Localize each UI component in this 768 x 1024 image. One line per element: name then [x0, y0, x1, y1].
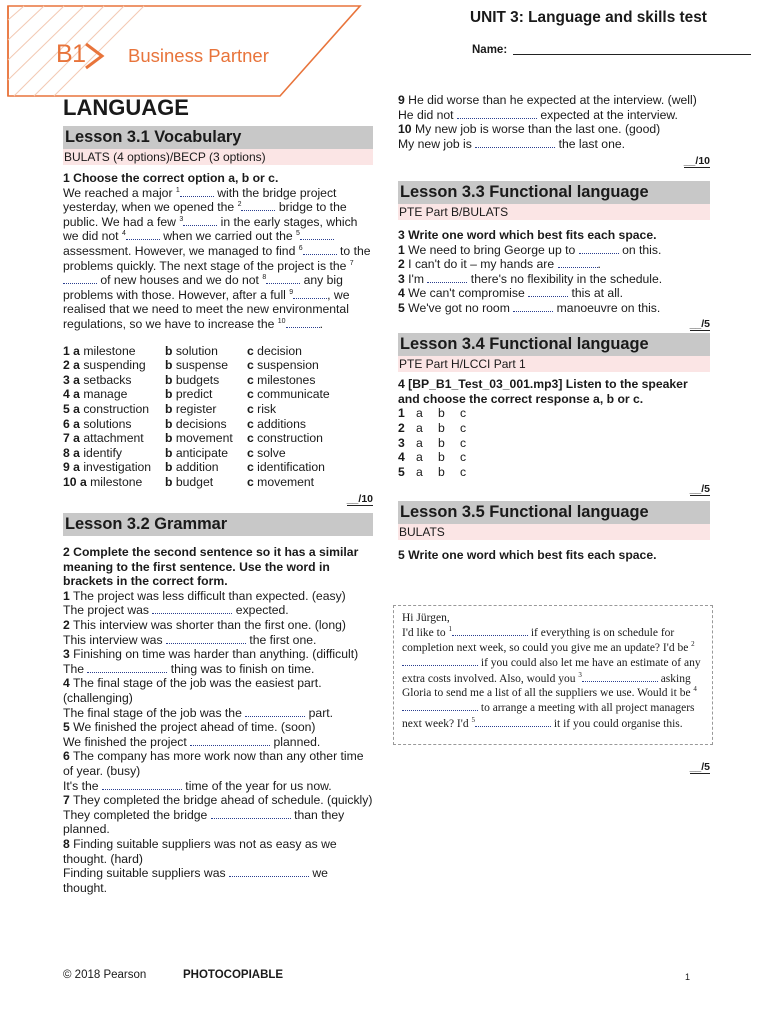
lesson-title: Lesson 3.1 Vocabulary [63, 126, 373, 149]
answer-option[interactable]: b [438, 464, 445, 479]
lesson-subtitle: BULATS [398, 524, 710, 540]
blank[interactable] [211, 808, 291, 819]
blank[interactable] [457, 108, 537, 119]
option-cell[interactable]: c risk [247, 401, 277, 416]
blank[interactable] [452, 625, 528, 636]
answer-option[interactable]: c [460, 420, 467, 435]
section-heading: LANGUAGE [63, 95, 189, 120]
grammar-items-continued: 9 He did worse than he expected at the interview. (well) He did not expected at the interview. 10 My new job is worse than the last one. (good) My new job is the last one. [398, 93, 697, 151]
answer-option[interactable]: a [416, 450, 423, 465]
lesson-subtitle: PTE Part B/BULATS [398, 204, 710, 220]
functional-items: 1 We need to bring George up to on this. 2 I can't do it – my hands are . 3 I'm there's no flexibility in the schedule. 4 We can't compromise this at all. 5 We've got no room manoeuvre on this. [398, 242, 663, 315]
option-cell[interactable]: b solution [165, 343, 218, 358]
option-cell[interactable]: b addition [165, 460, 219, 475]
page-number: 1 [685, 972, 691, 982]
option-cell[interactable]: c movement [247, 474, 315, 489]
blank[interactable] [241, 200, 275, 211]
option-cell[interactable]: b budgets [165, 372, 220, 387]
blank[interactable] [402, 700, 478, 711]
vocab-paragraph: We reached a major $^1$ with the bridge project yesterday, when we opened the $^2$ bridge to the public. We had a few $^3$ in the early stages, which we did not $^4$ when we carried out the $^5$ assessment. However, we managed to find $^6$ to the problems quickly. The next stage of the project is the $^7$ of new houses and we do not $^8$ any big problems with those. However, after a full $^9$ , we realised that we need to meet the new environmental regulations, so we have to increase the $^{10}$ . [63, 185, 371, 331]
lesson-title: Lesson 3.4 Functional language [398, 333, 710, 356]
item-number: 1 [398, 406, 405, 421]
answer-option[interactable]: a [416, 435, 423, 450]
blank[interactable] [427, 272, 467, 283]
option-cell[interactable]: b movement [165, 431, 233, 446]
blank[interactable] [87, 662, 167, 673]
blank[interactable] [180, 186, 214, 197]
score-box: __/10 [683, 155, 710, 168]
answer-option[interactable]: b [438, 420, 445, 435]
blank[interactable] [266, 273, 300, 284]
blank[interactable] [166, 633, 246, 644]
option-cell[interactable]: 8 a identify [63, 445, 122, 460]
question-instruction: 1 Choose the correct option a, b or c. [63, 171, 279, 185]
option-cell[interactable]: 9 a investigation [63, 460, 152, 475]
name-label: Name: [472, 44, 508, 56]
answer-option[interactable]: a [416, 420, 423, 435]
option-cell[interactable]: 3 a setbacks [63, 372, 132, 387]
answer-option[interactable]: c [460, 406, 467, 421]
option-cell[interactable]: 5 a construction [63, 401, 150, 416]
left-column [63, 94, 373, 895]
option-cell[interactable]: b anticipate [165, 445, 229, 460]
option-cell[interactable]: b register [165, 401, 217, 416]
option-cell[interactable]: c construction [247, 431, 323, 446]
option-cell[interactable]: 1 a milestone [63, 343, 136, 358]
option-cell[interactable]: b predict [165, 387, 213, 402]
option-cell[interactable]: c decision [247, 343, 302, 358]
blank[interactable] [513, 301, 553, 312]
photocopiable-label: PHOTOCOPIABLE [183, 969, 284, 981]
blank[interactable] [102, 779, 182, 790]
email-text-box: Hi Jürgen, I'd like to $^1$ if everything is on schedule for completion next week, so could you give me an update? I'd be $^2$ if you could also let me have an estimate of any extra costs involved. Also, would you $^3$ asking Gloria to send me a list of all the suppliers we use. Would it be $^4$ to arrange a meeting with all project managers next week? I'd $^5$ it if you could organise this. [393, 605, 713, 745]
grammar-items: 1 The project was less difficult than expected. (easy) The project was expected. 2 This interview was shorter than the first one. (long) This interview was the first one. 3 Finishing on time was harder than anything. (difficult) The thing was to finish on time. 4 The final stage of the job was the easiest part. (challenging) The final stage of the job was the part. 5 We finished the project ahead of time. (soon) We finished the project planned. 6 The company has more work now than any other time of year. (busy) It's the time of the year for us now. 7 They completed the bridge ahead of schedule. (quickly) They completed the bridge than they planned. 8 Finding suitable suppliers was not as easy as we thought. (hard) Finding suitable suppliers was we thought. [63, 588, 373, 895]
question-instruction: 3 Write one word which best fits each space. [398, 227, 657, 242]
question-instruction: 5 Write one word which best fits each space. [398, 547, 657, 562]
item-number: 4 [398, 450, 405, 465]
answer-option[interactable]: b [438, 406, 445, 421]
blank[interactable] [152, 603, 232, 614]
blank[interactable] [190, 735, 270, 746]
right-column [398, 93, 710, 562]
item-number: 2 [398, 420, 405, 435]
option-cell[interactable]: c suspension [247, 358, 319, 373]
blank[interactable] [183, 215, 217, 226]
item-number: 5 [398, 464, 405, 479]
option-cell[interactable]: 6 a solutions [63, 416, 132, 431]
option-cell[interactable]: c milestones [247, 372, 316, 387]
unit-title: UNIT 3: Language and skills test [470, 9, 707, 26]
option-cell[interactable]: c communicate [247, 387, 330, 402]
lesson-title: Lesson 3.3 Functional language [398, 181, 710, 204]
options-table [63, 344, 373, 490]
answer-grid [398, 406, 710, 479]
option-cell[interactable]: b budget [165, 474, 214, 489]
score-box: __/5 [689, 483, 710, 496]
blank[interactable] [475, 716, 551, 727]
score-box: __/5 [689, 761, 710, 773]
blank[interactable] [475, 137, 555, 148]
question-instruction: 2 Complete the second sentence so it has a similar meaning to the first sentence. Use the word in brackets in the correct form. [63, 545, 359, 589]
answer-option[interactable]: b [438, 435, 445, 450]
blank[interactable] [582, 671, 658, 682]
option-cell[interactable]: c additions [247, 416, 306, 431]
blank[interactable] [300, 229, 334, 240]
answer-option[interactable]: a [416, 406, 423, 421]
answer-option[interactable]: a [416, 464, 423, 479]
answer-option[interactable]: c [460, 450, 467, 465]
option-cell[interactable]: 2 a suspending [63, 358, 146, 373]
blank[interactable] [402, 655, 478, 666]
option-cell[interactable]: b suspense [165, 358, 229, 373]
blank[interactable] [286, 317, 320, 328]
name-input-line[interactable] [513, 54, 751, 55]
blank[interactable] [245, 706, 305, 717]
blank[interactable] [229, 866, 309, 877]
blank[interactable] [528, 286, 568, 297]
option-cell[interactable]: 4 a manage [63, 387, 128, 402]
option-cell[interactable]: c solve [247, 445, 286, 460]
score-box: __/10 [346, 493, 373, 506]
question-instruction: 4 [BP_B1_Test_03_001.mp3] Listen to the speaker and choose the correct response a, b or c. [398, 377, 688, 406]
lesson-title: Lesson 3.2 Grammar [63, 513, 373, 536]
lesson-title: Lesson 3.5 Functional language [398, 501, 710, 524]
answer-option[interactable]: c [460, 435, 467, 450]
option-cell[interactable]: 10 a milestone [63, 474, 143, 489]
blank[interactable] [303, 244, 337, 255]
blank[interactable] [63, 273, 97, 284]
blank[interactable] [579, 243, 619, 254]
item-number: 3 [398, 435, 405, 450]
blank[interactable] [293, 288, 327, 299]
brand-level: B1 [56, 40, 86, 68]
lesson-subtitle: PTE Part H/LCCI Part 1 [398, 356, 710, 372]
option-cell[interactable]: b decisions [165, 416, 227, 431]
blank[interactable] [558, 257, 598, 268]
brand-name: Business Partner [128, 45, 269, 66]
lesson-subtitle: BULATS (4 options)/BECP (3 options) [63, 149, 373, 165]
copyright: © 2018 Pearson [63, 969, 147, 981]
option-cell[interactable]: 7 a attachment [63, 431, 144, 446]
blank[interactable] [126, 229, 160, 240]
answer-option[interactable]: c [460, 464, 467, 479]
brand-arrow-icon [84, 42, 122, 72]
score-box: __/5 [689, 317, 710, 330]
answer-option[interactable]: b [438, 450, 445, 465]
option-cell[interactable]: c identification [247, 460, 325, 475]
